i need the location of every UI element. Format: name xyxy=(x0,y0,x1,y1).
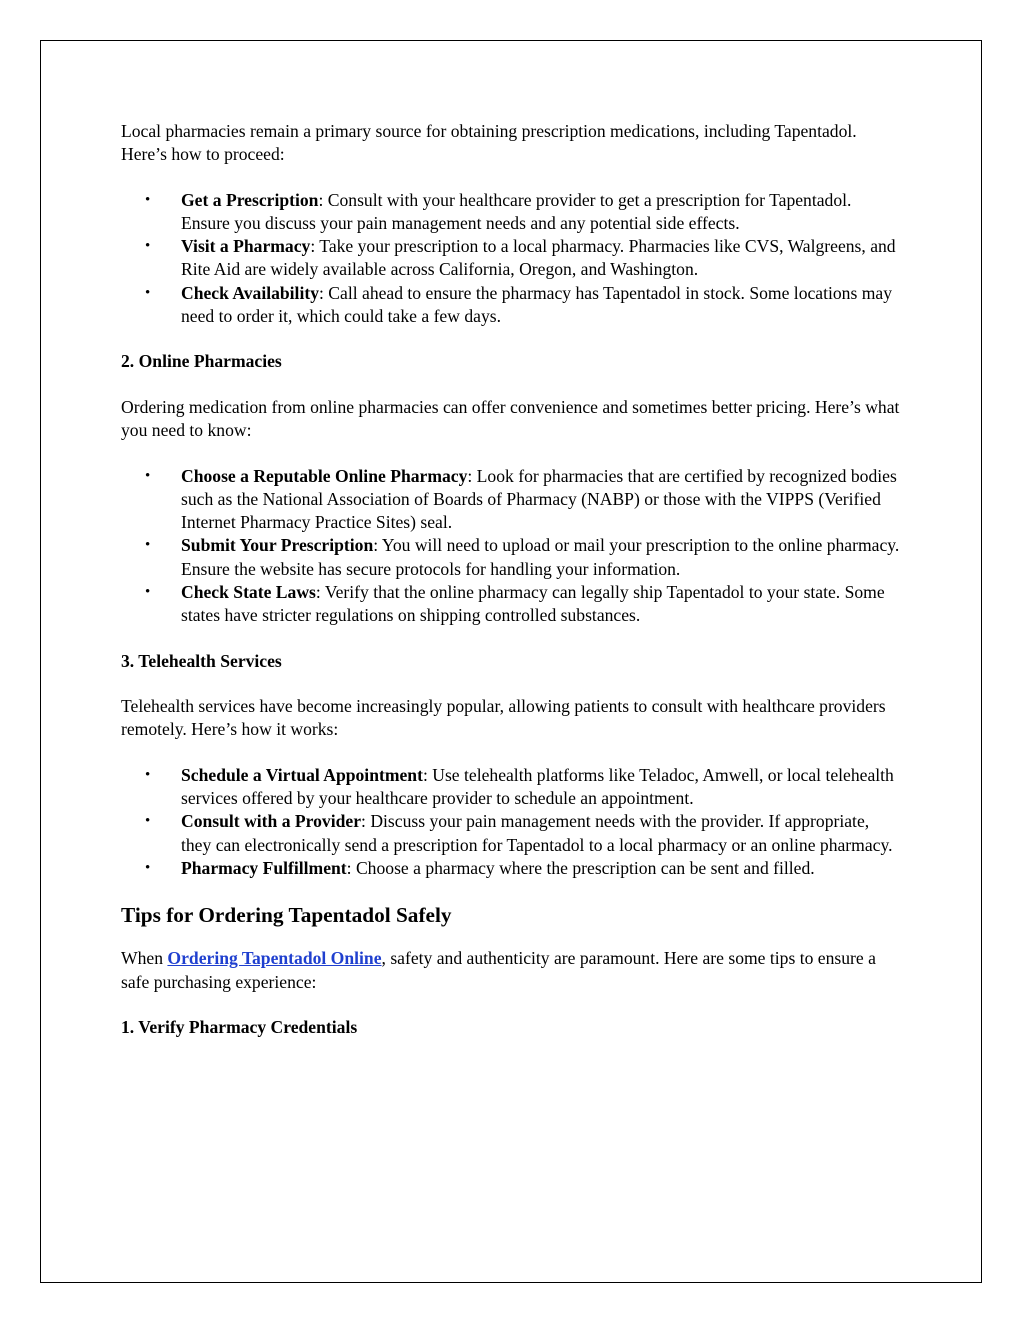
list-item-term: Check State Laws xyxy=(181,581,316,602)
telehealth-intro: Telehealth services have become increasingly popular, allowing patients to consult with healthcare providers remotely. Here’s how it works: xyxy=(121,696,886,740)
list-item-term: Get a Prescription xyxy=(181,189,319,210)
list-item-desc: : Look for pharmacies that are certified by recognized bodies such as the National Association of Boards of Pharmacy (NABP) or those with the VIPPS (Verified Internet Pharmacy Practice Sites) seal. xyxy=(181,465,897,533)
list-item-desc: : Choose a pharmacy where the prescription can be sent and filled. xyxy=(346,857,815,878)
telehealth-heading: 3. Telehealth Services xyxy=(121,650,282,671)
local-pharmacy-steps xyxy=(121,189,901,328)
bullet-icon: • xyxy=(145,767,151,783)
list-item-desc: : Consult with your healthcare provider to get a prescription for Tapentadol. Ensure you discuss your pain management needs and any potential side effects. xyxy=(181,189,852,233)
verify-credentials-heading: 1. Verify Pharmacy Credentials xyxy=(121,1017,358,1038)
ordering-tapentadol-online-link[interactable]: Ordering Tapentadol Online xyxy=(167,948,382,969)
list-item-desc: : Verify that the online pharmacy can legally ship Tapentadol to your state. Some states have stricter regulations on shipping controlled substances. xyxy=(181,581,885,626)
list-item xyxy=(121,857,901,880)
list-item-desc: : Discuss your pain management needs with the provider. If appropriate, they can electronically send a prescription for Tapentadol to a local pharmacy or an online pharmacy. xyxy=(181,811,893,855)
bullet-icon: • xyxy=(145,191,151,208)
bullet-icon: • xyxy=(145,859,151,876)
telehealth-steps xyxy=(121,764,901,880)
list-item xyxy=(121,465,901,535)
list-item xyxy=(121,235,901,281)
list-item xyxy=(121,282,901,328)
bullet-icon: • xyxy=(145,583,151,600)
bullet-icon: • xyxy=(145,813,151,830)
bullet-icon: • xyxy=(145,284,151,301)
online-pharmacy-steps xyxy=(121,465,901,627)
tips-intro-before: When xyxy=(121,948,168,969)
list-item-desc: : Call ahead to ensure the pharmacy has Tapentadol in stock. Some locations may need to order it, which could take a few days. xyxy=(181,282,893,326)
tips-intro-after: , safety and authenticity are paramount. Here are some tips to ensure a safe purchasing experience: xyxy=(121,948,876,992)
list-item-term: Consult with a Provider xyxy=(181,811,362,832)
list-item xyxy=(121,534,901,580)
bullet-icon: • xyxy=(145,537,151,554)
online-pharmacies-intro: Ordering medication from online pharmacies can offer convenience and sometimes better pricing. Here’s what you need to know: xyxy=(121,397,900,441)
list-item-term: Check Availability xyxy=(181,282,319,303)
document-body xyxy=(121,120,901,1062)
list-item xyxy=(121,581,901,627)
bullet-icon: • xyxy=(145,238,151,255)
list-item xyxy=(121,810,901,856)
list-item-desc: : Use telehealth platforms like Teladoc, Amwell, or local telehealth services offered by your healthcare provider to schedule an appointment. xyxy=(181,765,894,809)
tips-intro xyxy=(121,947,901,993)
list-item-desc: : Take your prescription to a local pharmacy. Pharmacies like CVS, Walgreens, and Rite Aid are widely available across California, Oregon, and Washington. xyxy=(181,236,896,280)
bullet-icon: • xyxy=(145,467,151,484)
list-item-term: Visit a Pharmacy xyxy=(181,236,311,257)
intro-paragraph: Local pharmacies remain a primary source for obtaining prescription medications, including Tapentadol. Here’s how to proceed: xyxy=(121,121,857,165)
list-item-term: Pharmacy Fulfillment xyxy=(181,857,347,878)
list-item xyxy=(121,764,901,810)
list-item-term: Choose a Reputable Online Pharmacy xyxy=(181,465,468,486)
tips-heading: Tips for Ordering Tapentadol Safely xyxy=(121,903,452,928)
list-item-desc: : You will need to upload or mail your prescription to the online pharmacy. Ensure the website has secure protocols for handling your information. xyxy=(181,535,900,579)
list-item xyxy=(121,189,901,235)
online-pharmacies-heading: 2. Online Pharmacies xyxy=(121,351,282,372)
list-item-term: Schedule a Virtual Appointment xyxy=(181,765,423,785)
list-item-term: Submit Your Prescription xyxy=(181,535,374,556)
